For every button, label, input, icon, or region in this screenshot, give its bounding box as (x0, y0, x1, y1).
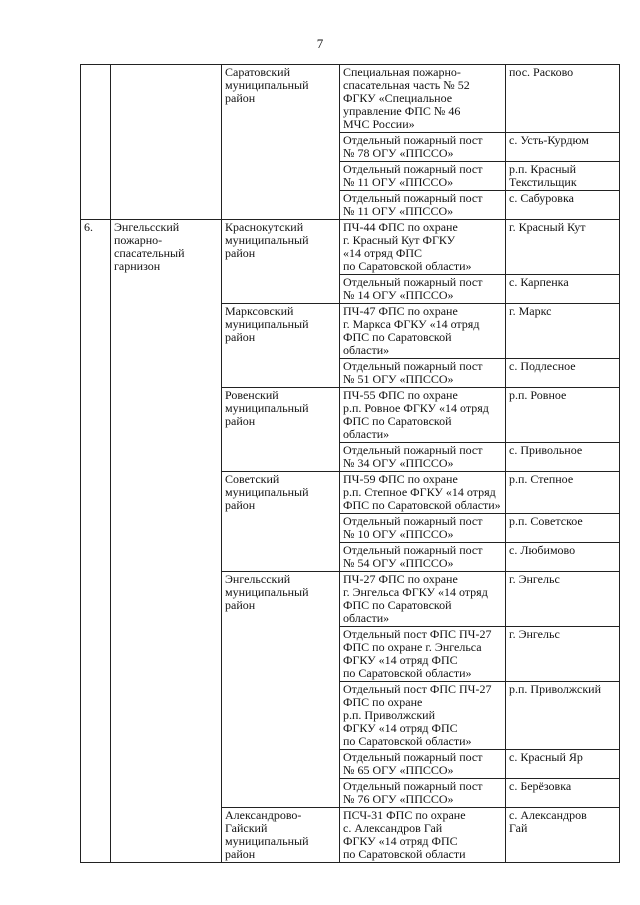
location-cell: р.п. Приволжский (506, 682, 620, 750)
garrison-cell: Энгельсский пожарно- спасательный гарнизон (111, 220, 222, 863)
location-cell: р.п. Ровное (506, 388, 620, 443)
row-number-cell: 6. (81, 220, 111, 863)
location-cell: г. Красный Кут (506, 220, 620, 275)
unit-cell: Отдельный пожарный пост № 65 ОГУ «ППССО» (340, 750, 506, 779)
table-row (81, 65, 620, 133)
unit-cell: ПЧ-44 ФПС по охране г. Красный Кут ФГКУ «14 отряд ФПС по Саратовской области» (340, 220, 506, 275)
location-cell: с. Александров Гай (506, 808, 620, 863)
fire-units-table (80, 64, 620, 863)
unit-cell: Отдельный пожарный пост № 76 ОГУ «ППССО» (340, 779, 506, 808)
page-number: 7 (316, 36, 324, 51)
unit-cell: Специальная пожарно- спасательная часть № 52 ФГКУ «Специальное управление ФПС № 46 МЧС России» (340, 65, 506, 133)
unit-cell: Отдельный пожарный пост № 54 ОГУ «ППССО» (340, 543, 506, 572)
unit-cell: Отдельный пост ФПС ПЧ-27 ФПС по охране р.п. Приволжский ФГКУ «14 отряд ФПС по Саратовской области» (340, 682, 506, 750)
location-cell: с. Берёзовка (506, 779, 620, 808)
location-cell: р.п. Советское (506, 514, 620, 543)
unit-cell: ПЧ-59 ФПС по охране р.п. Степное ФГКУ «14 отряд ФПС по Саратовской области» (340, 472, 506, 514)
district-cell: Александрово- Гайский муниципальный район (222, 808, 340, 863)
unit-cell: Отдельный пожарный пост № 78 ОГУ «ППССО» (340, 133, 506, 162)
district-cell: Краснокутский муниципальный район (222, 220, 340, 304)
district-cell: Саратовский муниципальный район (222, 65, 340, 220)
district-cell: Энгельсский муниципальный район (222, 572, 340, 808)
location-cell: с. Красный Яр (506, 750, 620, 779)
row-number-cell (81, 65, 111, 220)
unit-cell: ПЧ-27 ФПС по охране г. Энгельса ФГКУ «14 отряд ФПС по Саратовской области» (340, 572, 506, 627)
unit-cell: Отдельный пожарный пост № 11 ОГУ «ППССО» (340, 191, 506, 220)
location-cell: г. Энгельс (506, 627, 620, 682)
district-cell: Советский муниципальный район (222, 472, 340, 572)
location-cell: с. Подлесное (506, 359, 620, 388)
unit-cell: Отдельный пожарный пост № 51 ОГУ «ППССО» (340, 359, 506, 388)
unit-cell: Отдельный пост ФПС ПЧ-27 ФПС по охране г. Энгельса ФГКУ «14 отряд ФПС по Саратовской области» (340, 627, 506, 682)
location-cell: с. Усть-Курдюм (506, 133, 620, 162)
location-cell: с. Сабуровка (506, 191, 620, 220)
garrison-cell (111, 65, 222, 220)
unit-cell: Отдельный пожарный пост № 11 ОГУ «ППССО» (340, 162, 506, 191)
location-cell: р.п. Красный Текстильщик (506, 162, 620, 191)
unit-cell: Отдельный пожарный пост № 14 ОГУ «ППССО» (340, 275, 506, 304)
location-cell: с. Карпенка (506, 275, 620, 304)
unit-cell: ПСЧ-31 ФПС по охране с. Александров Гай ФГКУ «14 отряд ФПС по Саратовской области (340, 808, 506, 863)
location-cell: г. Энгельс (506, 572, 620, 627)
location-cell: с. Привольное (506, 443, 620, 472)
unit-cell: Отдельный пожарный пост № 34 ОГУ «ППССО» (340, 443, 506, 472)
unit-cell: ПЧ-55 ФПС по охране р.п. Ровное ФГКУ «14 отряд ФПС по Саратовской области» (340, 388, 506, 443)
unit-cell: ПЧ-47 ФПС по охране г. Маркса ФГКУ «14 отряд ФПС по Саратовской области» (340, 304, 506, 359)
location-cell: пос. Расково (506, 65, 620, 133)
table-row (81, 220, 620, 275)
unit-cell: Отдельный пожарный пост № 10 ОГУ «ППССО» (340, 514, 506, 543)
district-cell: Марксовский муниципальный район (222, 304, 340, 388)
district-cell: Ровенский муниципальный район (222, 388, 340, 472)
location-cell: г. Маркс (506, 304, 620, 359)
location-cell: р.п. Степное (506, 472, 620, 514)
location-cell: с. Любимово (506, 543, 620, 572)
